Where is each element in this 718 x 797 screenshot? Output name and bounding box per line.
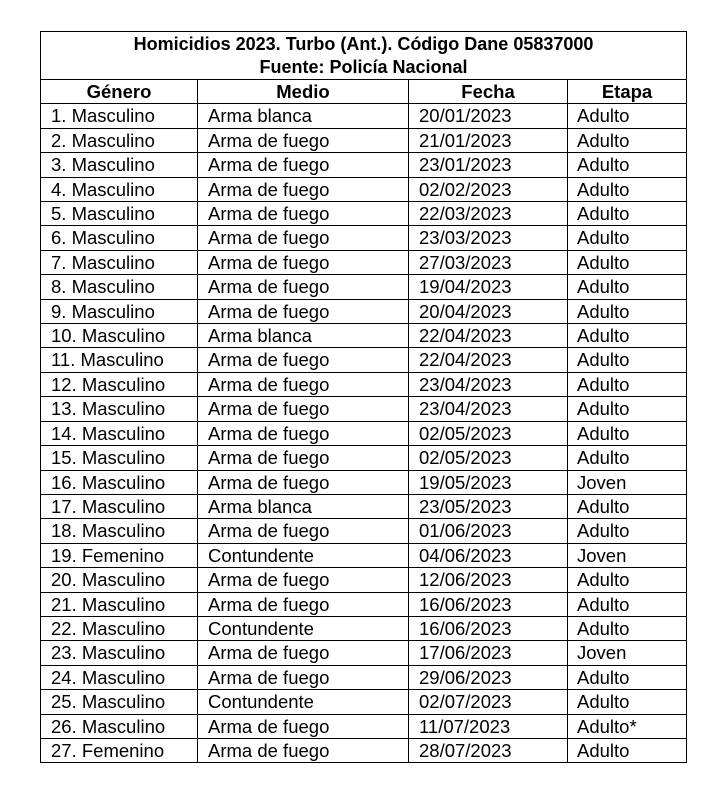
- cell-genero: 13. Masculino: [41, 397, 198, 421]
- cell-fecha: 21/01/2023: [409, 128, 568, 152]
- cell-genero: 23. Masculino: [41, 641, 198, 665]
- cell-etapa: Adulto: [568, 299, 687, 323]
- cell-medio: Arma de fuego: [198, 226, 409, 250]
- cell-genero: 7. Masculino: [41, 250, 198, 274]
- cell-fecha: 23/01/2023: [409, 153, 568, 177]
- cell-genero: 12. Masculino: [41, 372, 198, 396]
- table-title-line-1: Homicidios 2023. Turbo (Ant.). Código Dane 05837000: [133, 34, 594, 54]
- cell-medio: Arma de fuego: [198, 397, 409, 421]
- table-row: [41, 397, 687, 421]
- cell-fecha: 16/06/2023: [409, 616, 568, 640]
- cell-fecha: 11/07/2023: [409, 714, 568, 738]
- cell-medio: Arma de fuego: [198, 421, 409, 445]
- cell-fecha: 23/04/2023: [409, 397, 568, 421]
- cell-fecha: 02/05/2023: [409, 446, 568, 470]
- cell-fecha: 22/04/2023: [409, 348, 568, 372]
- cell-medio: Arma blanca: [198, 324, 409, 348]
- cell-medio: Arma de fuego: [198, 250, 409, 274]
- cell-medio: Arma de fuego: [198, 714, 409, 738]
- cell-genero: 10. Masculino: [41, 324, 198, 348]
- table-row: [41, 348, 687, 372]
- table-row: [41, 104, 687, 128]
- cell-genero: 1. Masculino: [41, 104, 198, 128]
- table-row: [41, 372, 687, 396]
- header-row: [41, 80, 687, 104]
- cell-etapa: Joven: [568, 470, 687, 494]
- cell-fecha: 23/05/2023: [409, 494, 568, 518]
- table-row: [41, 275, 687, 299]
- cell-medio: Arma de fuego: [198, 299, 409, 323]
- table-row: [41, 690, 687, 714]
- cell-etapa: Adulto: [568, 372, 687, 396]
- cell-genero: 4. Masculino: [41, 177, 198, 201]
- cell-etapa: Adulto: [568, 568, 687, 592]
- table-row: [41, 616, 687, 640]
- cell-genero: 18. Masculino: [41, 519, 198, 543]
- cell-genero: 3. Masculino: [41, 153, 198, 177]
- header-etapa: Etapa: [568, 80, 687, 104]
- cell-medio: Arma de fuego: [198, 202, 409, 226]
- cell-fecha: 20/04/2023: [409, 299, 568, 323]
- table-row: [41, 226, 687, 250]
- cell-genero: 6. Masculino: [41, 226, 198, 250]
- cell-etapa: Adulto: [568, 202, 687, 226]
- cell-genero: 27. Femenino: [41, 738, 198, 762]
- cell-genero: 8. Masculino: [41, 275, 198, 299]
- cell-etapa: Adulto: [568, 690, 687, 714]
- cell-genero: 9. Masculino: [41, 299, 198, 323]
- title-row: [41, 32, 687, 80]
- header-fecha: Fecha: [409, 80, 568, 104]
- cell-genero: 17. Masculino: [41, 494, 198, 518]
- cell-fecha: 12/06/2023: [409, 568, 568, 592]
- cell-medio: Arma de fuego: [198, 641, 409, 665]
- table-title: [41, 32, 687, 80]
- cell-etapa: Adulto: [568, 104, 687, 128]
- table-row: [41, 324, 687, 348]
- cell-etapa: Adulto: [568, 348, 687, 372]
- cell-genero: 24. Masculino: [41, 665, 198, 689]
- cell-etapa: Adulto: [568, 738, 687, 762]
- cell-etapa: Adulto: [568, 275, 687, 299]
- cell-medio: Arma blanca: [198, 104, 409, 128]
- cell-medio: Arma blanca: [198, 494, 409, 518]
- cell-genero: 2. Masculino: [41, 128, 198, 152]
- table-row: [41, 153, 687, 177]
- cell-etapa: Adulto: [568, 324, 687, 348]
- table-row: [41, 641, 687, 665]
- cell-etapa: Adulto: [568, 519, 687, 543]
- cell-fecha: 17/06/2023: [409, 641, 568, 665]
- table-row: [41, 568, 687, 592]
- cell-fecha: 23/03/2023: [409, 226, 568, 250]
- table-row: [41, 202, 687, 226]
- cell-medio: Contundente: [198, 543, 409, 567]
- cell-etapa: Adulto: [568, 250, 687, 274]
- cell-fecha: 27/03/2023: [409, 250, 568, 274]
- cell-medio: Arma de fuego: [198, 592, 409, 616]
- cell-fecha: 28/07/2023: [409, 738, 568, 762]
- table-row: [41, 177, 687, 201]
- cell-fecha: 02/02/2023: [409, 177, 568, 201]
- cell-medio: Contundente: [198, 616, 409, 640]
- cell-fecha: 01/06/2023: [409, 519, 568, 543]
- cell-fecha: 20/01/2023: [409, 104, 568, 128]
- cell-etapa: Adulto: [568, 592, 687, 616]
- cell-fecha: 02/07/2023: [409, 690, 568, 714]
- cell-genero: 15. Masculino: [41, 446, 198, 470]
- cell-etapa: Adulto: [568, 177, 687, 201]
- cell-medio: Arma de fuego: [198, 177, 409, 201]
- cell-etapa: Joven: [568, 543, 687, 567]
- header-genero: Género: [41, 80, 198, 104]
- table-row: [41, 714, 687, 738]
- cell-etapa: Adulto*: [568, 714, 687, 738]
- table-row: [41, 470, 687, 494]
- cell-genero: 5. Masculino: [41, 202, 198, 226]
- cell-fecha: 22/04/2023: [409, 324, 568, 348]
- cell-etapa: Adulto: [568, 665, 687, 689]
- cell-genero: 26. Masculino: [41, 714, 198, 738]
- table-row: [41, 299, 687, 323]
- cell-genero: 25. Masculino: [41, 690, 198, 714]
- cell-fecha: 19/05/2023: [409, 470, 568, 494]
- cell-fecha: 16/06/2023: [409, 592, 568, 616]
- cell-etapa: Adulto: [568, 494, 687, 518]
- table-row: [41, 446, 687, 470]
- cell-medio: Arma de fuego: [198, 470, 409, 494]
- cell-etapa: Adulto: [568, 153, 687, 177]
- cell-etapa: Joven: [568, 641, 687, 665]
- cell-genero: 14. Masculino: [41, 421, 198, 445]
- homicides-table: [40, 31, 687, 763]
- cell-fecha: 04/06/2023: [409, 543, 568, 567]
- table-row: [41, 738, 687, 762]
- table-row: [41, 128, 687, 152]
- cell-genero: 22. Masculino: [41, 616, 198, 640]
- cell-genero: 16. Masculino: [41, 470, 198, 494]
- table-body: [41, 104, 687, 763]
- cell-medio: Arma de fuego: [198, 348, 409, 372]
- cell-genero: 21. Masculino: [41, 592, 198, 616]
- cell-medio: Arma de fuego: [198, 665, 409, 689]
- cell-fecha: 22/03/2023: [409, 202, 568, 226]
- table-row: [41, 543, 687, 567]
- homicides-table-container: [40, 31, 686, 763]
- cell-medio: Contundente: [198, 690, 409, 714]
- cell-etapa: Adulto: [568, 397, 687, 421]
- table-row: [41, 519, 687, 543]
- cell-etapa: Adulto: [568, 128, 687, 152]
- cell-fecha: 19/04/2023: [409, 275, 568, 299]
- table-title-line-2: Fuente: Policía Nacional: [259, 57, 468, 77]
- cell-genero: 11. Masculino: [41, 348, 198, 372]
- cell-etapa: Adulto: [568, 226, 687, 250]
- cell-medio: Arma de fuego: [198, 519, 409, 543]
- cell-medio: Arma de fuego: [198, 275, 409, 299]
- header-medio: Medio: [198, 80, 409, 104]
- cell-medio: Arma de fuego: [198, 153, 409, 177]
- table-row: [41, 592, 687, 616]
- cell-medio: Arma de fuego: [198, 446, 409, 470]
- cell-fecha: 02/05/2023: [409, 421, 568, 445]
- cell-fecha: 29/06/2023: [409, 665, 568, 689]
- cell-medio: Arma de fuego: [198, 128, 409, 152]
- table-row: [41, 250, 687, 274]
- table-row: [41, 665, 687, 689]
- table-row: [41, 494, 687, 518]
- cell-medio: Arma de fuego: [198, 372, 409, 396]
- cell-medio: Arma de fuego: [198, 738, 409, 762]
- cell-etapa: Adulto: [568, 616, 687, 640]
- cell-etapa: Adulto: [568, 421, 687, 445]
- cell-etapa: Adulto: [568, 446, 687, 470]
- cell-fecha: 23/04/2023: [409, 372, 568, 396]
- cell-medio: Arma de fuego: [198, 568, 409, 592]
- table-row: [41, 421, 687, 445]
- cell-genero: 19. Femenino: [41, 543, 198, 567]
- cell-genero: 20. Masculino: [41, 568, 198, 592]
